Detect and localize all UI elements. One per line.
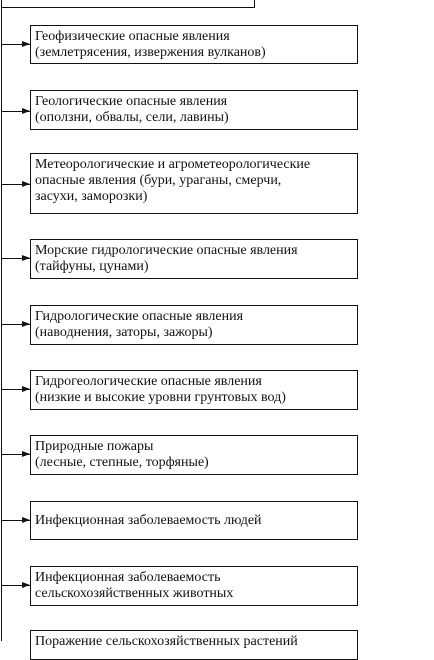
category-box-plant-damage (30, 630, 358, 660)
parent-box (1, 0, 255, 8)
category-box-natural-fires (30, 435, 358, 475)
category-text-line: Морские гидрологические опасные явления (35, 243, 298, 258)
category-text-line: (оползни, обвалы, сели, лавины) (35, 110, 229, 125)
category-box-human-infection (30, 501, 358, 540)
connector-arrow (1, 258, 30, 259)
category-text-line: Гидрогеологические опасные явления (35, 374, 262, 389)
category-box-animal-infection (30, 566, 358, 606)
category-text-line: Геофизические опасные явления (35, 29, 230, 44)
category-text-line: сельскохозяйственных животных (35, 586, 234, 601)
category-text-line: (землетрясения, извержения вулканов) (35, 45, 266, 60)
connector-arrow (1, 111, 30, 112)
category-text-line: (наводнения, заторы, зажоры) (35, 325, 213, 340)
category-box-geophysical (30, 25, 358, 64)
category-text-line: Геологические опасные явления (35, 94, 228, 109)
category-text-line: засухи, заморозки) (35, 189, 148, 204)
category-text-line: Природные пожары (35, 439, 154, 454)
category-text-line: (лесные, степные, торфяные) (35, 455, 209, 470)
category-box-hydrogeological (30, 370, 358, 410)
connector-arrow (1, 324, 30, 325)
connector-arrow (1, 389, 30, 390)
category-text-line: (тайфуны, цунами) (35, 259, 149, 274)
category-text-line: Инфекционная заболеваемость людей (35, 513, 262, 528)
category-text-line: Гидрологические опасные явления (35, 309, 244, 324)
connector-arrow (1, 184, 30, 185)
connector-arrow (1, 454, 30, 455)
category-box-marine-hydrological (30, 239, 358, 279)
category-box-geological (30, 90, 358, 130)
category-text-line: Метеорологические и агрометеорологические (35, 157, 311, 172)
category-text-line: опасные явления (бури, ураганы, смерчи, (35, 173, 282, 188)
connector-arrow (1, 44, 30, 45)
category-text-line: (низкие и высокие уровни грунтовых вод) (35, 390, 286, 405)
category-box-meteorological (30, 153, 358, 214)
category-text-line: Инфекционная заболеваемость (35, 570, 221, 585)
category-box-hydrological (30, 305, 358, 345)
category-text-line: Поражение сельскохозяйственных растений (35, 634, 298, 649)
connector-trunk (1, 0, 2, 641)
connector-arrow (1, 520, 30, 521)
connector-arrow (1, 585, 30, 586)
